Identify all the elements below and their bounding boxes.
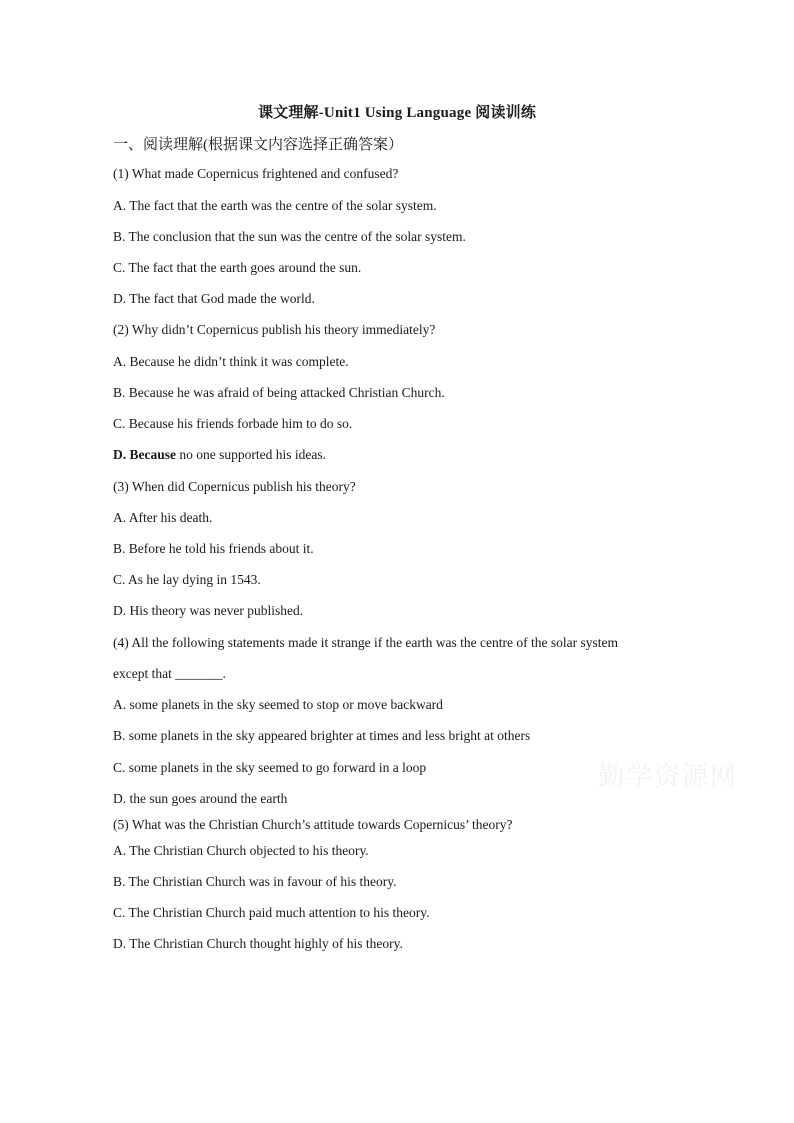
question-2-option-d-text: no one supported his ideas.	[179, 447, 326, 462]
question-1-stem: (1) What made Copernicus frightened and confused?	[113, 166, 399, 181]
question-3-option-b: B. Before he told his friends about it.	[113, 541, 314, 556]
question-1-option-b: B. The conclusion that the sun was the centre of the solar system.	[113, 229, 466, 244]
question-4-option-b: B. some planets in the sky appeared brighter at times and less bright at others	[113, 728, 531, 743]
section-heading: 一、阅读理解(根据课文内容选择正确答案）	[113, 137, 403, 153]
question-1-option-c: C. The fact that the earth goes around the sun.	[113, 260, 362, 275]
watermark: 勤学资源网	[598, 762, 739, 792]
question-4-option-d: D. the sun goes around the earth	[113, 791, 288, 806]
question-5-option-d: D. The Christian Church thought highly of his theory.	[113, 936, 403, 951]
document-title: 课文理解-Unit1 Using Language 阅读训练	[257, 105, 537, 121]
question-2-option-d	[113, 447, 326, 463]
question-2-option-a: A. Because he didn’t think it was complete.	[113, 354, 349, 369]
question-4-option-c: C. some planets in the sky seemed to go forward in a loop	[113, 760, 427, 775]
question-1-option-a: A. The fact that the earth was the centre of the solar system.	[113, 198, 437, 213]
question-5-option-b: B. The Christian Church was in favour of his theory.	[113, 874, 397, 889]
question-2-option-c: C. Because his friends forbade him to do so.	[113, 416, 353, 431]
question-3-option-c: C. As he lay dying in 1543.	[113, 572, 261, 587]
question-2-stem: (2) Why didn’t Copernicus publish his theory immediately?	[113, 322, 436, 337]
question-3-option-a: A. After his death.	[113, 510, 213, 525]
question-2-option-b: B. Because he was afraid of being attacked Christian Church.	[113, 385, 445, 400]
question-5-option-c: C. The Christian Church paid much attention to his theory.	[113, 905, 430, 920]
question-5-option-a: A. The Christian Church objected to his theory.	[113, 843, 369, 858]
question-4-option-a: A. some planets in the sky seemed to stop or move backward	[113, 697, 443, 712]
question-2-option-d-prefix: D. Because	[113, 447, 176, 462]
question-5-stem: (5) What was the Christian Church’s attitude towards Copernicus’ theory?	[113, 817, 513, 832]
question-4-stem-continuation: except that _______.	[113, 666, 226, 681]
question-4-stem: (4) All the following statements made it strange if the earth was the centre of the solar system	[113, 635, 618, 650]
question-3-stem: (3) When did Copernicus publish his theory?	[113, 479, 356, 494]
question-1-option-d: D. The fact that God made the world.	[113, 291, 315, 306]
question-3-option-d: D. His theory was never published.	[113, 603, 304, 618]
